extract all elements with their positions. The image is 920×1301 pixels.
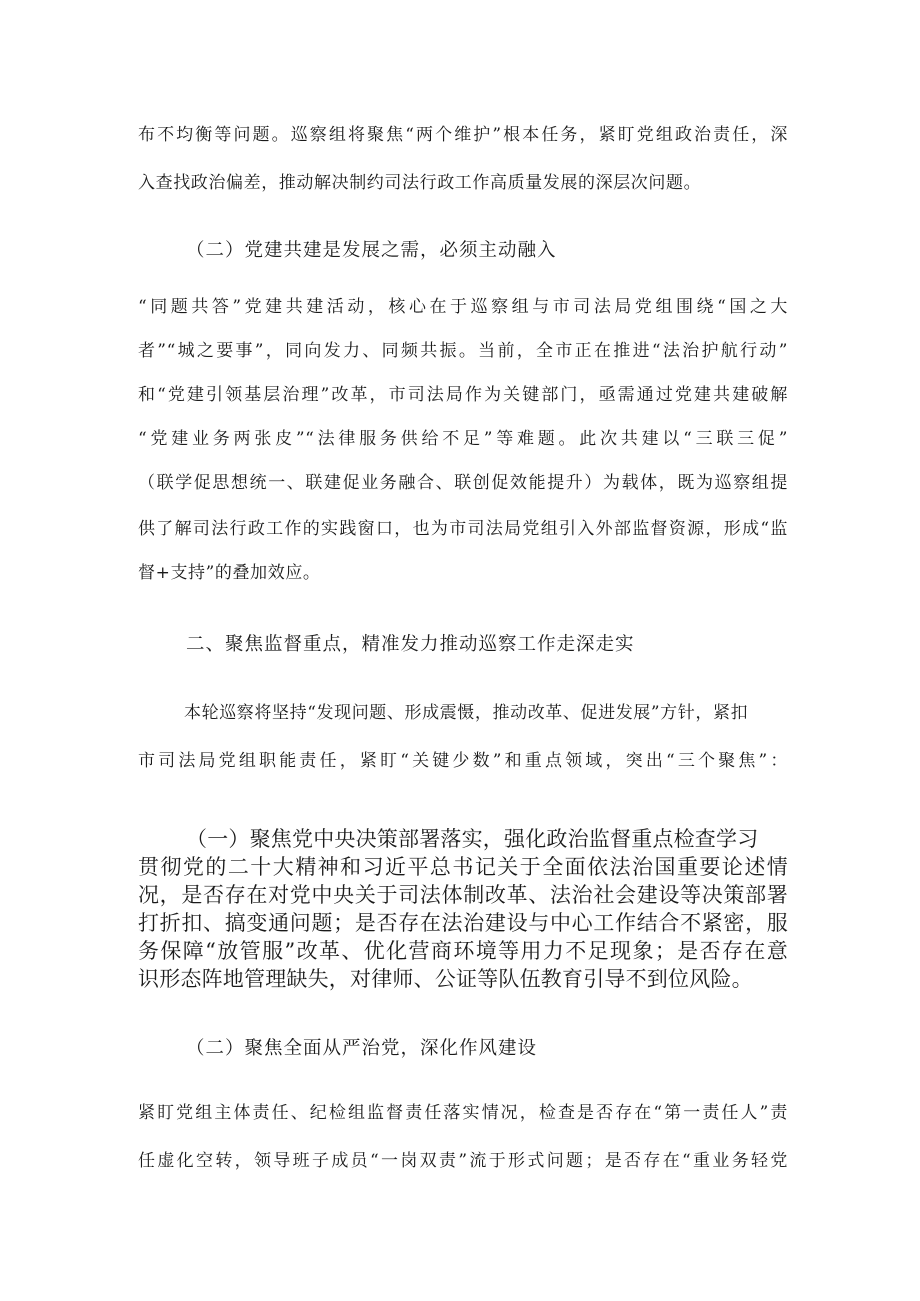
paragraph-line: “同题共答”党建共建活动，核心在于巡察组与市司法局党组围绕“国之大 — [138, 297, 788, 317]
paragraph-line: 贯彻党的二十大精神和习近平总书记关于全面依法治国重要论述情 — [138, 855, 788, 879]
paragraph-line: 识形态阵地管理缺失，对律师、公证等队伍教育引导不到位风险。 — [138, 967, 753, 991]
paragraph-line: 任虚化空转，领导班子成员“一岗双责”流于形式问题；是否存在“重业务轻党 — [138, 1151, 788, 1171]
paragraph-line: 打折扣、搞变通问题；是否存在法治建设与中心工作结合不紧密，服 — [138, 911, 788, 935]
paragraph-line: 紧盯党组主体责任、纪检组监督责任落实情况，检查是否存在“第一责任人”责 — [138, 1103, 788, 1123]
paragraph-line: 务保障“放管服”改革、优化营商环境等用力不足现象；是否存在意 — [138, 939, 788, 963]
paragraph-line: （联学促思想统一、联建促业务融合、联创促效能提升）为载体，既为巡察组提 — [138, 473, 788, 493]
paragraph-line: 督+支持”的叠加效应。 — [138, 563, 321, 583]
paragraph-line: 本轮巡察将坚持“发现问题、形成震慑，推动改革、促进发展”方针，紧扣 — [184, 703, 749, 723]
section-heading: （二）聚焦全面从严治党，深化作风建设 — [186, 1038, 538, 1059]
section-heading: 二、聚焦监督重点，精准发力推动巡察工作走深走实 — [186, 634, 635, 655]
paragraph-line: （一）聚焦党中央决策部署落实，强化政治监督重点检查学习 — [186, 827, 759, 851]
paragraph-line: “党建业务两张皮”“法律服务供给不足”等难题。此次共建以“三联三促” — [138, 429, 788, 449]
paragraph-line: 布不均衡等问题。巡察组将聚焦“两个维护”根本任务，紧盯党组政治责任，深 — [138, 125, 788, 145]
paragraph-line: 市司法局党组职能责任，紧盯“关键少数”和重点领域，突出“三个聚焦”： — [138, 751, 788, 771]
paragraph-line: 况，是否存在对党中央关于司法体制改革、法治社会建设等决策部署 — [138, 883, 788, 907]
paragraph-line: 和“党建引领基层治理”改革，市司法局作为关键部门，亟需通过党建共建破解 — [138, 385, 788, 405]
paragraph-line: 供了解司法行政工作的实践窗口，也为市司法局党组引入外部监督资源，形成“监 — [138, 519, 788, 539]
paragraph-line: 者”“城之要事”，同向发力、同频共振。当前，全市正在推进“法治护航行动” — [138, 341, 788, 361]
section-heading: （二）党建共建是发展之需，必须主动融入 — [186, 240, 557, 261]
paragraph-line: 入查找政治偏差，推动解决制约司法行政工作高质量发展的深层次问题。 — [138, 173, 702, 193]
